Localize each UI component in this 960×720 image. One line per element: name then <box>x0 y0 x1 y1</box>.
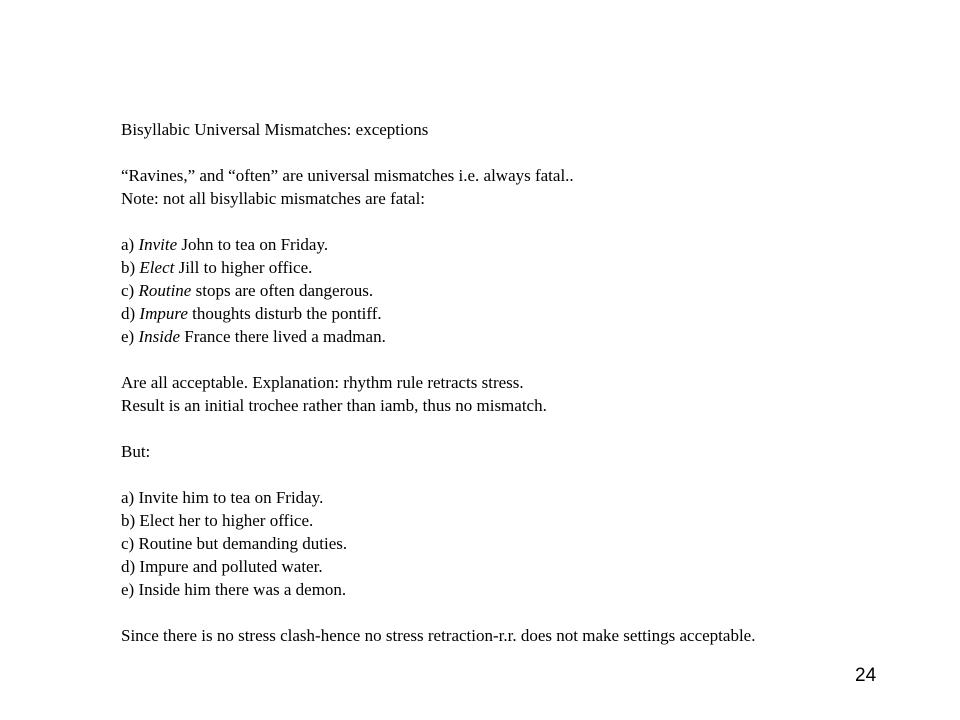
acceptable-example <box>121 325 921 348</box>
example-rest: thoughts disturb the pontiff. <box>187 304 382 323</box>
acceptable-example <box>121 233 921 256</box>
acceptable-example <box>121 279 921 302</box>
unacceptable-example: d) Impure and polluted water. <box>121 557 323 576</box>
example-prefix: c) <box>121 281 139 300</box>
example-italic-word: Routine <box>138 281 192 300</box>
intro-line: “Ravines,” and “often” are universal mismatches i.e. always fatal.. <box>121 166 574 185</box>
example-italic-word: Inside <box>138 327 181 346</box>
example-rest: John to tea on Friday. <box>177 235 329 254</box>
spacer <box>121 210 921 233</box>
slide-content <box>121 118 921 647</box>
example-prefix: e) <box>121 327 139 346</box>
example-prefix: b) <box>121 258 140 277</box>
unacceptable-example: a) Invite him to tea on Friday. <box>121 488 324 507</box>
spacer <box>121 601 921 624</box>
spacer <box>121 463 921 486</box>
example-rest: France there lived a madman. <box>180 327 386 346</box>
intro-line: Note: not all bisyllabic mismatches are fatal: <box>121 189 426 208</box>
explanation-line: Result is an initial trochee rather than iamb, thus no mismatch. <box>121 396 547 415</box>
example-italic-word: Invite <box>138 235 178 254</box>
example-rest: Jill to higher office. <box>174 258 313 277</box>
spacer <box>121 348 921 371</box>
example-italic-word: Elect <box>139 258 175 277</box>
slide-title: Bisyllabic Universal Mismatches: exceptions <box>121 120 429 139</box>
example-rest: stops are often dangerous. <box>191 281 374 300</box>
example-prefix: d) <box>121 304 140 323</box>
spacer <box>121 417 921 440</box>
conclusion: Since there is no stress clash-hence no stress retraction-r.r. does not make settings acceptable. <box>121 626 756 645</box>
acceptable-example <box>121 302 921 325</box>
unacceptable-example: c) Routine but demanding duties. <box>121 534 348 553</box>
unacceptable-example: b) Elect her to higher office. <box>121 511 314 530</box>
spacer <box>121 141 921 164</box>
but-label: But: <box>121 442 151 461</box>
acceptable-example <box>121 256 921 279</box>
explanation-line: Are all acceptable. Explanation: rhythm rule retracts stress. <box>121 373 524 392</box>
page-number: 24 <box>855 665 877 686</box>
example-prefix: a) <box>121 235 139 254</box>
unacceptable-example: e) Inside him there was a demon. <box>121 580 347 599</box>
example-italic-word: Impure <box>139 304 188 323</box>
